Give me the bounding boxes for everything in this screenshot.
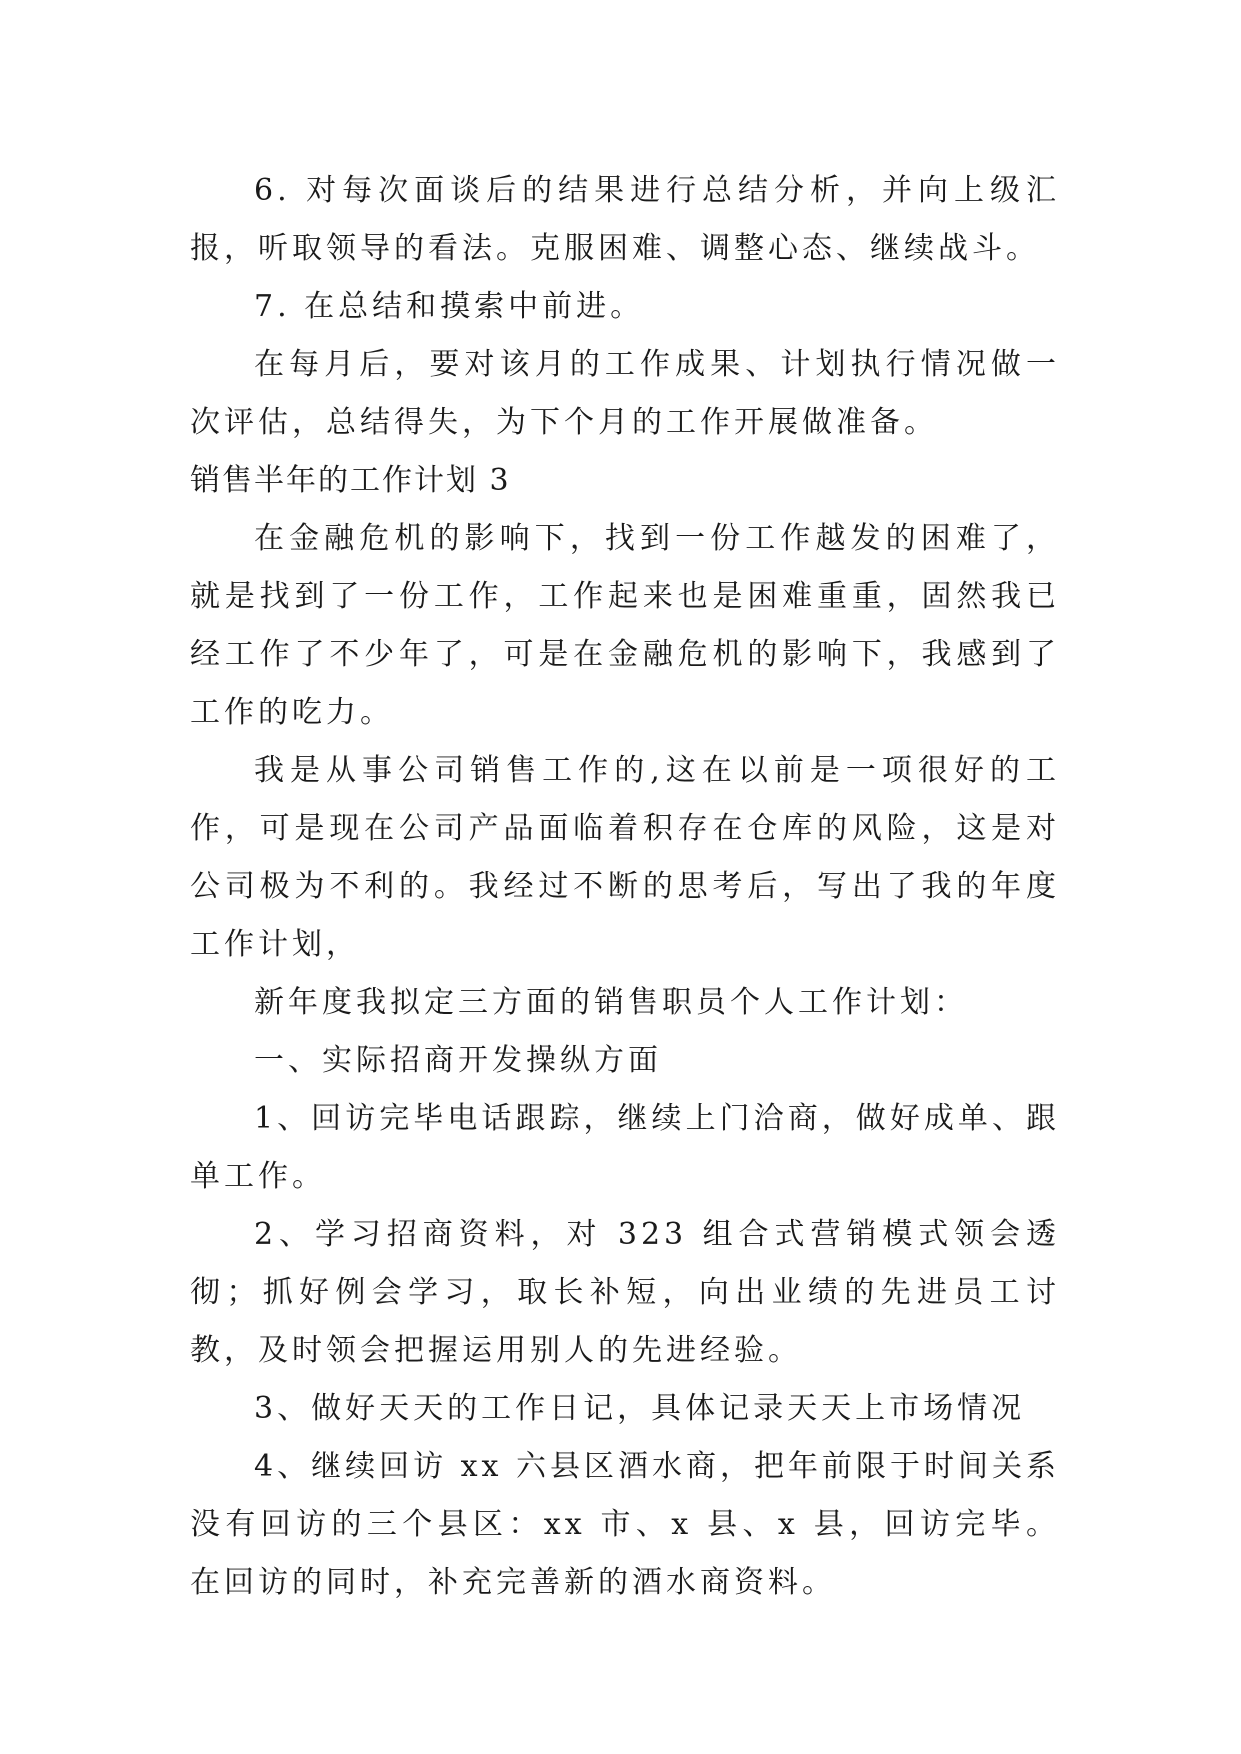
paragraph-item-7: 7. 在总结和摸索中前进。: [254, 289, 645, 324]
paragraph-monthly-review: 在每月后，要对该月的工作成果、计划执行情况做一次评估，总结得失，为下个月的工作开展做准备。: [190, 347, 1060, 440]
paragraph-point-2: 2、学习招商资料，对 323 组合式营销模式领会透彻；抓好例会学习，取长补短，向出业绩的先进员工讨教，及时领会把握运用别人的先进经验。: [190, 1217, 1060, 1368]
paragraph-plan-intro: 新年度我拟定三方面的销售职员个人工作计划：: [254, 985, 968, 1020]
paragraph-subheading-1: 一、实际招商开发操纵方面: [254, 1043, 662, 1078]
document-body: [190, 162, 1060, 1612]
paragraph-point-1: 1、回访完毕电话跟踪，继续上门洽商，做好成单、跟单工作。: [190, 1101, 1060, 1194]
paragraph-financial-crisis: 在金融危机的影响下，找到一份工作越发的困难了，就是找到了一份工作，工作起来也是困难重重，固然我已经工作了不少年了，可是在金融危机的影响下，我感到了工作的吃力。: [190, 521, 1060, 730]
paragraph-point-4: 4、继续回访 xx 六县区酒水商，把年前限于时间关系没有回访的三个县区：xx 市、x 县、x 县，回访完毕。在回访的同时，补充完善新的酒水商资料。: [190, 1449, 1060, 1600]
paragraph-sales-work: 我是从事公司销售工作的,这在以前是一项很好的工作，可是现在公司产品面临着积存在仓库的风险，这是对公司极为不利的。我经过不断的思考后，写出了我的年度工作计划，: [190, 753, 1060, 962]
paragraph-item-6: 6. 对每次面谈后的结果进行总结分析，并向上级汇报，听取领导的看法。克服困难、调整心态、继续战斗。: [190, 173, 1060, 266]
paragraph-point-3: 3、做好天天的工作日记，具体记录天天上市场情况: [254, 1391, 1026, 1426]
section-heading: 销售半年的工作计划 3: [190, 463, 511, 498]
